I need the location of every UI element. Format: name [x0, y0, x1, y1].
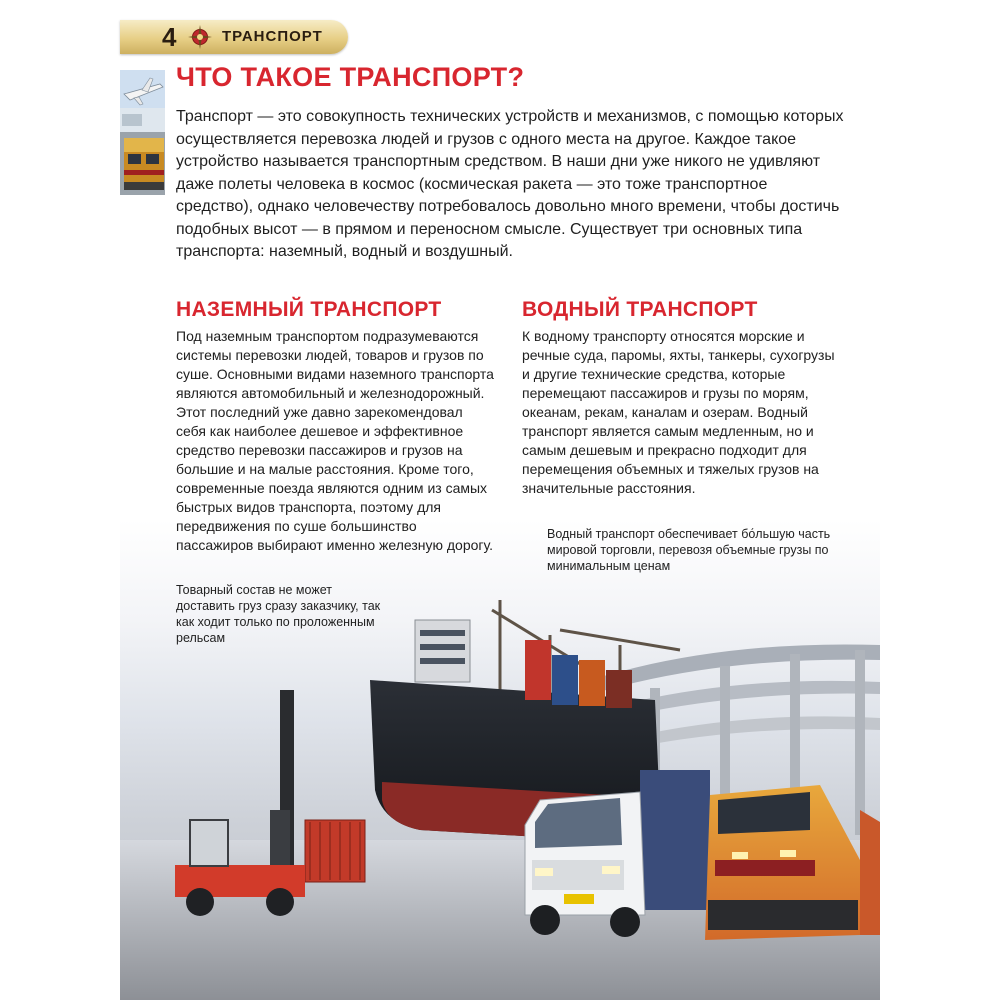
compass-rose-icon [188, 25, 212, 49]
page-title: ЧТО ТАКОЕ ТРАНСПОРТ? [176, 62, 525, 92]
page-number: 4 [162, 22, 177, 52]
freight-train-caption: Товарный состав не может доставить груз сразу заказчику, так как ходит только по проложенным рельсам [176, 583, 381, 645]
locomotive [705, 785, 880, 940]
section-label: ТРАНСПОРТ [222, 28, 323, 45]
ground-transport-heading: НАЗЕМНЫЙ ТРАНСПОРТ [176, 298, 442, 321]
water-transport-caption: Водный транспорт обеспечивает бо́льшую часть мировой торговли, перевозя объемные грузы по минимальным ценам [547, 527, 831, 573]
thumbnail-transport-image [120, 70, 165, 195]
ground-transport-text: Под наземным транспортом подразумеваются системы перевозки людей, товаров и грузов по суше. Основными видами наземного транспорта являются автомобильный и железнодорожный. Этот последний уже давно зарекомендовал себя как наиболее дешевое и эффективное средство перевозки пассажиров и грузов на большие и на малые расстояния. Кроме того, современные поезда являются одним из самых быстрых видов транспорта, поэтому для передвижения по суше большинство пассажиров выбирают именно железную дорогу. [176, 328, 494, 553]
water-transport-text: К водному транспорту относятся морские и речные суда, паромы, яхты, танкеры, сухогрузы и другие технические средства, которые перемещают пассажиров и грузы по морям, океанам, рекам, каналам и озерам. Водный транспорт является самым медленным, но и самым дешевым и прекрасно подходит для перемещения объемных и тяжелых грузов на значительные расстояния. [522, 328, 835, 496]
container-handler [175, 690, 365, 916]
intro-paragraph: Транспорт — это совокупность технических устройств и механизмов, с помощью которых осуществляется перевозка людей и грузов с одного места на другое. Каждое такое устройство называется транспортным средством. В наши дни уже никого не удивляют даже полеты человека в космос (космическая ракета — это тоже транспортное средство), однако человечеству потребовалось довольно много времени, чтобы достичь подобных высот — в прямом и переносном смысле. Существует три основных типа транспорта: наземный, водный и воздушный. [176, 108, 844, 260]
water-transport-heading: ВОДНЫЙ ТРАНСПОРТ [522, 298, 758, 321]
